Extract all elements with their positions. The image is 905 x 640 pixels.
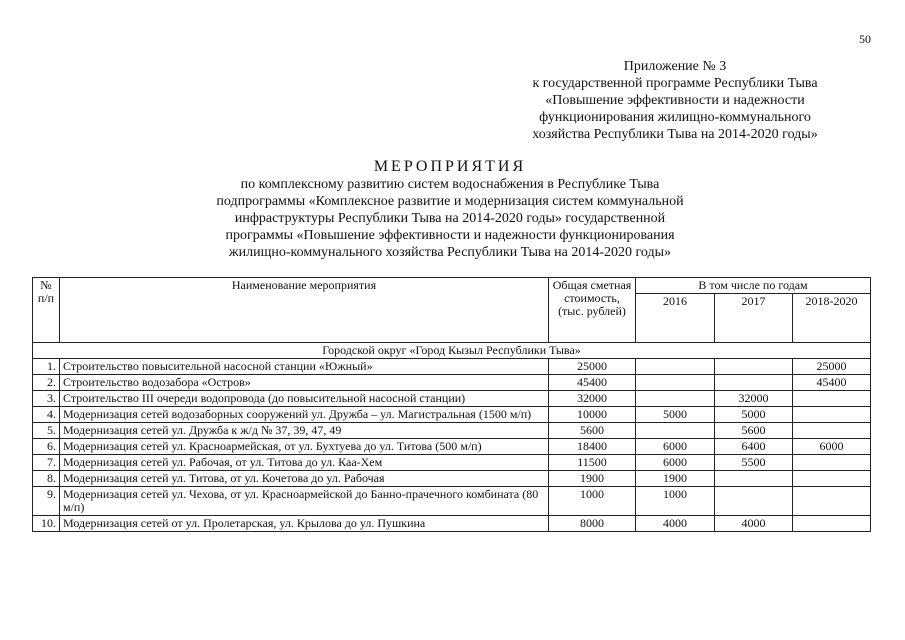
row-num: 5. [33,423,60,439]
table-row [33,375,871,391]
row-num: 10. [33,516,60,532]
row-name: Модернизация сетей водозаборных сооружений ул. Дружба – ул. Магистральная (1500 м/п) [60,407,549,423]
row-cost: 8000 [549,516,636,532]
appendix-line: хозяйства Республики Тыва на 2014-2020 годы» [532,127,818,142]
row-2016 [636,391,715,407]
row-cost: 11500 [549,455,636,471]
row-name: Модернизация сетей ул. Чехова, от ул. Красноармейской до Банно-прачечного комбината (80 м/п) [60,487,549,516]
row-num: 7. [33,455,60,471]
header-2018-2020: 2018-2020 [793,294,871,343]
table-header-row [33,278,871,294]
row-2017 [715,487,793,516]
title-line: по комплексному развитию систем водоснабжения в Республике Тыва [240,177,660,192]
section-row [33,343,871,359]
row-cost: 25000 [549,359,636,375]
header-num: № п/п [33,278,60,343]
row-num: 2. [33,375,60,391]
row-2017: 32000 [715,391,793,407]
appendix-line: к государственной программе Республики Тыва [532,76,818,91]
title-line: жилищно-коммунального хозяйства Республики Тыва на 2014-2020 годы» [228,245,672,260]
row-2016: 1900 [636,471,715,487]
page-number: 50 [859,32,871,46]
row-num: 8. [33,471,60,487]
appendix-note [485,58,865,143]
document-title [150,158,750,261]
row-2018-2020 [793,487,871,516]
row-2018-2020 [793,471,871,487]
table-row [33,423,871,439]
title-line: подпрограммы «Комплексное развитие и модернизация систем коммунальной [216,194,684,209]
row-cost: 45400 [549,375,636,391]
table-row [33,439,871,455]
row-2018-2020 [793,455,871,471]
table-row [33,407,871,423]
appendix-line: Приложение № 3 [623,59,727,74]
row-2016: 1000 [636,487,715,516]
row-cost: 1900 [549,471,636,487]
row-name: Модернизация сетей от ул. Пролетарская, ул. Крылова до ул. Пушкина [60,516,549,532]
header-2017: 2017 [715,294,793,343]
row-cost: 32000 [549,391,636,407]
row-name: Строительство водозабора «Остров» [60,375,549,391]
row-2018-2020: 45400 [793,375,871,391]
measures-table [32,277,871,532]
row-2018-2020 [793,391,871,407]
row-2017: 5000 [715,407,793,423]
row-num: 4. [33,407,60,423]
row-2016: 6000 [636,455,715,471]
header-2016: 2016 [636,294,715,343]
row-2016: 5000 [636,407,715,423]
header-years-group: В том числе по годам [636,278,871,294]
row-name: Модернизация сетей ул. Дружба к ж/д № 37, 39, 47, 49 [60,423,549,439]
row-2018-2020: 25000 [793,359,871,375]
row-cost: 5600 [549,423,636,439]
row-2017: 5600 [715,423,793,439]
row-2017: 5500 [715,455,793,471]
table-row [33,471,871,487]
row-num: 1. [33,359,60,375]
table-row [33,516,871,532]
row-name: Модернизация сетей ул. Титова, от ул. Кочетова до ул. Рабочая [60,471,549,487]
title-heading: МЕРОПРИЯТИЯ [373,158,527,175]
row-2017: 4000 [715,516,793,532]
row-num: 3. [33,391,60,407]
row-2016: 4000 [636,516,715,532]
row-name: Строительство III очереди водопровода (до повысительной насосной станции) [60,391,549,407]
row-2016: 6000 [636,439,715,455]
row-2018-2020 [793,516,871,532]
row-2017 [715,471,793,487]
row-2017 [715,375,793,391]
table-row [33,359,871,375]
appendix-line: «Повышение эффективности и надежности [545,93,805,108]
row-name: Модернизация сетей ул. Рабочая, от ул. Титова до ул. Каа-Хем [60,455,549,471]
row-cost: 1000 [549,487,636,516]
row-cost: 18400 [549,439,636,455]
row-num: 9. [33,487,60,516]
header-name: Наименование мероприятия [60,278,549,343]
table-row [33,455,871,471]
table-row [33,487,871,516]
row-2017 [715,359,793,375]
header-cost: Общая сметная стоимость, (тыс. рублей) [549,278,636,343]
row-cost: 10000 [549,407,636,423]
row-name: Модернизация сетей ул. Красноармейская, от ул. Бухтуева до ул. Титова (500 м/п) [60,439,549,455]
title-line: инфраструктуры Республики Тыва на 2014-2020 годы» государственной [234,211,666,226]
row-2016 [636,375,715,391]
row-name: Строительство повысительной насосной станции «Южный» [60,359,549,375]
row-2018-2020: 6000 [793,439,871,455]
row-2016 [636,423,715,439]
title-line: программы «Повышение эффективности и надежности функционирования [225,228,675,243]
row-2017: 6400 [715,439,793,455]
section-label: Городской округ «Город Кызыл Республики Тыва» [33,343,871,359]
row-2018-2020 [793,423,871,439]
row-2018-2020 [793,407,871,423]
table-row [33,391,871,407]
row-2016 [636,359,715,375]
appendix-line: функционирования жилищно-коммунального [539,110,811,125]
row-num: 6. [33,439,60,455]
